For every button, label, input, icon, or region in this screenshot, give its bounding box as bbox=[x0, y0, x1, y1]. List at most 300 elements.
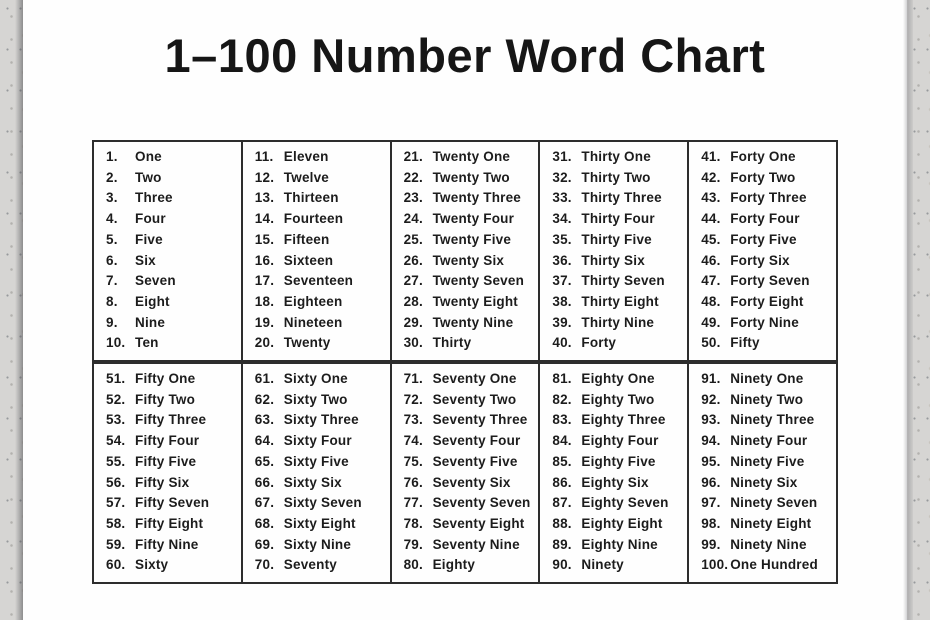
item-word: Sixty Three bbox=[283, 412, 359, 428]
item-number: 93. bbox=[701, 412, 721, 428]
item-word: Thirty Three bbox=[581, 190, 662, 206]
item-number: 56. bbox=[106, 474, 126, 490]
item-word: Sixteen bbox=[283, 252, 334, 268]
number-word-row bbox=[255, 271, 388, 292]
number-word-row bbox=[701, 410, 834, 431]
item-word: Forty Six bbox=[730, 252, 790, 268]
number-word-row bbox=[701, 514, 834, 535]
number-word-row bbox=[701, 313, 834, 334]
item-number: 71. bbox=[403, 371, 423, 387]
item-number: 46. bbox=[701, 252, 721, 268]
number-word-row bbox=[552, 147, 685, 168]
item-number: 14. bbox=[254, 211, 275, 227]
item-number: 65. bbox=[254, 453, 275, 469]
table-column bbox=[390, 364, 539, 582]
item-word: Eighty Five bbox=[581, 453, 656, 469]
item-number: 86. bbox=[552, 474, 572, 490]
number-word-row bbox=[701, 473, 834, 494]
number-word-row bbox=[106, 313, 239, 334]
number-word-row bbox=[255, 292, 388, 313]
item-number: 69. bbox=[254, 536, 275, 552]
item-word: Ninety Eight bbox=[730, 515, 812, 531]
number-word-row bbox=[106, 369, 239, 390]
right-paper-texture bbox=[907, 0, 930, 620]
item-word: Forty Three bbox=[730, 190, 807, 206]
item-word: Twenty Six bbox=[432, 252, 505, 268]
number-word-row bbox=[701, 168, 834, 189]
item-word: Eighty Eight bbox=[581, 515, 663, 531]
item-number: 34. bbox=[552, 211, 572, 227]
number-word-row bbox=[106, 514, 239, 535]
item-word: Fifty bbox=[730, 335, 760, 351]
item-number: 98. bbox=[701, 515, 721, 531]
item-number: 51. bbox=[106, 371, 126, 387]
item-word: Twenty Seven bbox=[432, 273, 525, 289]
item-number: 62. bbox=[254, 391, 275, 407]
number-word-row bbox=[404, 390, 537, 411]
number-word-row bbox=[106, 452, 239, 473]
item-number: 43. bbox=[701, 190, 721, 206]
number-word-row bbox=[255, 209, 388, 230]
number-word-row bbox=[404, 452, 537, 473]
number-word-row bbox=[255, 390, 388, 411]
item-number: 85. bbox=[552, 453, 572, 469]
item-number: 77. bbox=[403, 495, 423, 511]
item-word: Sixty One bbox=[283, 371, 348, 387]
item-word: Forty bbox=[581, 335, 617, 351]
item-word: Sixty Two bbox=[283, 391, 348, 407]
item-number: 87. bbox=[552, 495, 572, 511]
item-word: Eight bbox=[135, 293, 170, 309]
number-word-row bbox=[404, 209, 537, 230]
item-word: Four bbox=[135, 211, 166, 227]
number-word-row bbox=[255, 168, 388, 189]
number-word-row bbox=[106, 390, 239, 411]
item-word: Nineteen bbox=[283, 314, 343, 330]
item-number: 15. bbox=[254, 231, 275, 247]
page-title: 1–100 Number Word Chart bbox=[164, 29, 766, 82]
item-number: 39. bbox=[552, 314, 572, 330]
item-word: Fifty Two bbox=[135, 391, 196, 407]
item-word: Fifteen bbox=[283, 231, 330, 247]
number-word-row bbox=[552, 390, 685, 411]
number-word-row bbox=[106, 333, 239, 354]
item-number: 31. bbox=[552, 149, 572, 164]
number-word-row bbox=[404, 333, 537, 354]
item-word: Thirty Six bbox=[581, 252, 645, 268]
number-word-row bbox=[106, 168, 239, 189]
item-word: Ninety Nine bbox=[730, 536, 807, 552]
number-word-row bbox=[404, 369, 537, 390]
item-word: Twenty Four bbox=[432, 211, 515, 227]
number-word-row bbox=[255, 333, 388, 354]
item-number: 95. bbox=[701, 453, 721, 469]
number-word-row bbox=[106, 410, 239, 431]
number-word-row bbox=[404, 292, 537, 313]
item-number: 5. bbox=[106, 231, 118, 247]
item-number: 100. bbox=[701, 557, 729, 573]
number-word-row bbox=[404, 313, 537, 334]
item-number: 35. bbox=[552, 231, 572, 247]
item-word: Forty Seven bbox=[730, 273, 810, 289]
number-word-row bbox=[255, 473, 388, 494]
item-number: 79. bbox=[403, 536, 423, 552]
item-word: Seventy Three bbox=[432, 412, 528, 428]
item-number: 50. bbox=[701, 335, 721, 351]
item-number: 83. bbox=[552, 412, 572, 428]
number-word-row bbox=[552, 514, 685, 535]
number-word-row bbox=[552, 188, 685, 209]
table-band-2 bbox=[92, 362, 838, 584]
item-word: Eighty Four bbox=[581, 433, 659, 449]
item-word: Forty Nine bbox=[730, 314, 799, 330]
number-word-row bbox=[701, 555, 834, 576]
item-number: 45. bbox=[701, 231, 721, 247]
item-number: 37. bbox=[552, 273, 572, 289]
number-word-row bbox=[404, 147, 537, 168]
item-word: Fourteen bbox=[283, 211, 344, 227]
item-number: 42. bbox=[701, 169, 721, 185]
item-number: 23. bbox=[403, 190, 423, 206]
number-word-row bbox=[404, 188, 537, 209]
number-word-row bbox=[701, 230, 834, 251]
item-word: Thirty Four bbox=[581, 211, 655, 227]
item-number: 16. bbox=[254, 252, 275, 268]
item-number: 68. bbox=[254, 515, 275, 531]
number-word-row bbox=[106, 209, 239, 230]
item-number: 55. bbox=[106, 453, 126, 469]
item-word: Seventeen bbox=[283, 273, 354, 289]
item-word: Seventy Nine bbox=[432, 536, 520, 552]
number-word-row bbox=[552, 493, 685, 514]
table-column bbox=[687, 142, 836, 360]
item-word: Seventy Seven bbox=[432, 495, 531, 511]
number-word-row bbox=[552, 251, 685, 272]
number-word-row bbox=[701, 292, 834, 313]
item-number: 92. bbox=[701, 391, 721, 407]
item-number: 38. bbox=[552, 293, 572, 309]
item-word: Thirty One bbox=[581, 149, 651, 164]
number-word-row bbox=[106, 230, 239, 251]
item-number: 80. bbox=[403, 557, 423, 573]
item-word: Sixty Four bbox=[283, 433, 352, 449]
number-word-row bbox=[552, 292, 685, 313]
item-word: Forty Two bbox=[730, 169, 796, 185]
item-number: 99. bbox=[701, 536, 721, 552]
table-column bbox=[390, 142, 539, 360]
item-word: Two bbox=[135, 169, 162, 185]
number-word-row bbox=[255, 369, 388, 390]
item-word: Seventy Five bbox=[432, 453, 518, 469]
item-number: 91. bbox=[701, 371, 721, 387]
item-number: 78. bbox=[403, 515, 423, 531]
item-number: 21. bbox=[403, 149, 423, 164]
number-word-row bbox=[404, 473, 537, 494]
item-word: Thirty bbox=[432, 335, 472, 351]
item-word: Eighty Seven bbox=[581, 495, 669, 511]
item-number: 60. bbox=[106, 557, 126, 573]
number-word-row bbox=[106, 271, 239, 292]
item-word: Twenty Three bbox=[432, 190, 522, 206]
item-number: 57. bbox=[106, 495, 126, 511]
item-word: Sixty bbox=[135, 557, 169, 573]
number-word-row bbox=[404, 230, 537, 251]
number-word-row bbox=[404, 514, 537, 535]
item-number: 2. bbox=[106, 169, 118, 185]
item-number: 22. bbox=[403, 169, 423, 185]
item-number: 73. bbox=[403, 412, 423, 428]
item-word: Five bbox=[135, 231, 163, 247]
item-number: 10. bbox=[106, 335, 126, 351]
item-word: Fifty Four bbox=[135, 433, 200, 449]
number-word-row bbox=[106, 188, 239, 209]
item-word: Twenty Nine bbox=[432, 314, 514, 330]
number-word-table bbox=[92, 140, 838, 584]
number-word-row bbox=[552, 431, 685, 452]
number-word-row bbox=[552, 473, 685, 494]
item-number: 61. bbox=[254, 371, 275, 387]
number-word-row bbox=[552, 333, 685, 354]
item-word: Seventy One bbox=[432, 371, 517, 387]
number-word-row bbox=[552, 271, 685, 292]
item-word: Thirty Two bbox=[581, 169, 651, 185]
item-word: Sixty Six bbox=[283, 474, 342, 490]
number-word-row bbox=[404, 168, 537, 189]
item-word: Twenty Eight bbox=[432, 293, 518, 309]
item-word: Eighty One bbox=[581, 371, 655, 387]
item-number: 18. bbox=[254, 293, 275, 309]
number-word-row bbox=[255, 410, 388, 431]
item-number: 41. bbox=[701, 149, 721, 164]
item-number: 44. bbox=[701, 211, 721, 227]
number-word-row bbox=[552, 168, 685, 189]
number-word-row bbox=[701, 251, 834, 272]
item-word: Fifty Three bbox=[135, 412, 207, 428]
left-paper-texture bbox=[0, 0, 23, 620]
number-word-row bbox=[106, 555, 239, 576]
number-word-row bbox=[701, 452, 834, 473]
number-word-row bbox=[255, 230, 388, 251]
number-word-row bbox=[404, 271, 537, 292]
table-column bbox=[538, 142, 687, 360]
number-word-row bbox=[701, 209, 834, 230]
item-word: Thirty Five bbox=[581, 231, 652, 247]
table-column bbox=[538, 364, 687, 582]
item-word: Eighty Two bbox=[581, 391, 655, 407]
item-word: Forty Eight bbox=[730, 293, 804, 309]
number-word-row bbox=[255, 514, 388, 535]
number-word-row bbox=[701, 493, 834, 514]
item-number: 1. bbox=[106, 149, 118, 164]
item-word: Ninety Four bbox=[730, 433, 808, 449]
item-word: Eighty bbox=[432, 557, 476, 573]
item-word: Ninety Three bbox=[730, 412, 815, 428]
item-number: 49. bbox=[701, 314, 721, 330]
number-word-row bbox=[106, 431, 239, 452]
item-word: Thirteen bbox=[283, 190, 339, 206]
number-word-row bbox=[404, 410, 537, 431]
item-number: 9. bbox=[106, 314, 118, 330]
item-number: 48. bbox=[701, 293, 721, 309]
number-word-row bbox=[106, 535, 239, 556]
item-number: 72. bbox=[403, 391, 423, 407]
number-word-row bbox=[255, 535, 388, 556]
item-word: Sixty Seven bbox=[283, 495, 362, 511]
item-number: 24. bbox=[403, 211, 423, 227]
item-number: 40. bbox=[552, 335, 572, 351]
item-word: One bbox=[135, 149, 162, 164]
item-number: 90. bbox=[552, 557, 572, 573]
item-number: 82. bbox=[552, 391, 572, 407]
item-word: Eighty Three bbox=[581, 412, 666, 428]
item-number: 63. bbox=[254, 412, 275, 428]
number-word-row bbox=[404, 251, 537, 272]
number-word-row bbox=[701, 271, 834, 292]
item-word: Eighteen bbox=[283, 293, 343, 309]
item-word: Ninety Two bbox=[730, 391, 804, 407]
item-word: Twenty Two bbox=[432, 169, 510, 185]
number-word-row bbox=[255, 493, 388, 514]
item-word: Fifty Nine bbox=[135, 536, 199, 552]
number-word-row bbox=[552, 452, 685, 473]
item-number: 27. bbox=[403, 273, 423, 289]
item-number: 20. bbox=[254, 335, 275, 351]
item-word: Sixty Five bbox=[283, 453, 349, 469]
number-word-row bbox=[552, 410, 685, 431]
item-word: Ninety One bbox=[730, 371, 804, 387]
item-number: 52. bbox=[106, 391, 126, 407]
item-word: Seven bbox=[135, 273, 176, 289]
item-number: 74. bbox=[403, 433, 423, 449]
table-column bbox=[241, 142, 390, 360]
item-word: Seventy Six bbox=[432, 474, 511, 490]
item-word: Fifty Eight bbox=[135, 515, 204, 531]
item-number: 47. bbox=[701, 273, 721, 289]
item-word: Eleven bbox=[283, 149, 329, 164]
item-number: 59. bbox=[106, 536, 126, 552]
number-word-row bbox=[552, 555, 685, 576]
number-word-row bbox=[106, 493, 239, 514]
item-number: 28. bbox=[403, 293, 423, 309]
item-word: Twelve bbox=[283, 169, 330, 185]
number-word-row bbox=[255, 555, 388, 576]
item-number: 97. bbox=[701, 495, 721, 511]
number-word-row bbox=[552, 535, 685, 556]
item-number: 75. bbox=[403, 453, 423, 469]
item-word: Seventy Two bbox=[432, 391, 517, 407]
item-word: Fifty Seven bbox=[135, 495, 210, 511]
item-number: 4. bbox=[106, 211, 118, 227]
number-word-row bbox=[106, 147, 239, 168]
number-word-row bbox=[701, 147, 834, 168]
item-number: 53. bbox=[106, 412, 126, 428]
table-column bbox=[687, 364, 836, 582]
number-word-row bbox=[701, 188, 834, 209]
number-word-row bbox=[552, 313, 685, 334]
number-word-row bbox=[106, 473, 239, 494]
item-number: 17. bbox=[254, 273, 275, 289]
worksheet-paper bbox=[23, 0, 907, 620]
item-number: 12. bbox=[254, 169, 275, 185]
item-word: One Hundred bbox=[730, 557, 818, 573]
item-number: 29. bbox=[403, 314, 423, 330]
number-word-row bbox=[106, 251, 239, 272]
number-word-row bbox=[701, 535, 834, 556]
number-word-row bbox=[255, 431, 388, 452]
item-word: Thirty Nine bbox=[581, 314, 655, 330]
item-number: 25. bbox=[403, 231, 423, 247]
item-number: 67. bbox=[254, 495, 275, 511]
item-number: 89. bbox=[552, 536, 572, 552]
item-number: 70. bbox=[254, 557, 275, 573]
item-number: 36. bbox=[552, 252, 572, 268]
item-number: 33. bbox=[552, 190, 572, 206]
item-number: 3. bbox=[106, 190, 118, 206]
number-word-row bbox=[255, 147, 388, 168]
item-word: Ninety Five bbox=[730, 453, 805, 469]
item-number: 8. bbox=[106, 293, 118, 309]
item-word: Ten bbox=[135, 335, 159, 351]
item-word: Eighty Six bbox=[581, 474, 649, 490]
item-number: 7. bbox=[106, 273, 118, 289]
number-word-row bbox=[255, 251, 388, 272]
number-word-row bbox=[255, 452, 388, 473]
number-word-row bbox=[552, 230, 685, 251]
item-number: 11. bbox=[254, 149, 274, 164]
item-word: Forty One bbox=[730, 149, 796, 164]
number-word-row bbox=[701, 333, 834, 354]
item-number: 66. bbox=[254, 474, 275, 490]
item-number: 19. bbox=[254, 314, 275, 330]
number-word-row bbox=[404, 493, 537, 514]
number-word-row bbox=[404, 555, 537, 576]
number-word-row bbox=[552, 369, 685, 390]
number-word-row bbox=[552, 209, 685, 230]
number-word-row bbox=[404, 535, 537, 556]
item-word: Thirty Eight bbox=[581, 293, 659, 309]
item-word: Twenty bbox=[283, 335, 331, 351]
item-word: Seventy bbox=[283, 557, 337, 573]
item-word: Six bbox=[135, 252, 156, 268]
item-word: Ninety bbox=[581, 557, 624, 573]
item-word: Three bbox=[135, 190, 173, 206]
item-number: 76. bbox=[403, 474, 423, 490]
item-word: Fifty Five bbox=[135, 453, 197, 469]
item-number: 30. bbox=[403, 335, 423, 351]
number-word-row bbox=[255, 313, 388, 334]
item-word: Ninety Seven bbox=[730, 495, 818, 511]
number-word-row bbox=[404, 431, 537, 452]
item-number: 58. bbox=[106, 515, 126, 531]
item-number: 26. bbox=[403, 252, 423, 268]
table-column bbox=[94, 364, 241, 582]
item-number: 94. bbox=[701, 433, 721, 449]
item-word: Twenty One bbox=[432, 149, 511, 164]
item-number: 32. bbox=[552, 169, 572, 185]
item-word: Thirty Seven bbox=[581, 273, 665, 289]
item-word: Forty Five bbox=[730, 231, 797, 247]
item-word: Ninety Six bbox=[730, 474, 798, 490]
item-word: Fifty One bbox=[135, 371, 196, 387]
table-band-1 bbox=[92, 140, 838, 362]
item-word: Seventy Eight bbox=[432, 515, 525, 531]
item-number: 64. bbox=[254, 433, 275, 449]
table-column bbox=[241, 364, 390, 582]
number-word-row bbox=[701, 369, 834, 390]
item-number: 96. bbox=[701, 474, 721, 490]
number-word-row bbox=[701, 431, 834, 452]
number-word-row bbox=[106, 292, 239, 313]
